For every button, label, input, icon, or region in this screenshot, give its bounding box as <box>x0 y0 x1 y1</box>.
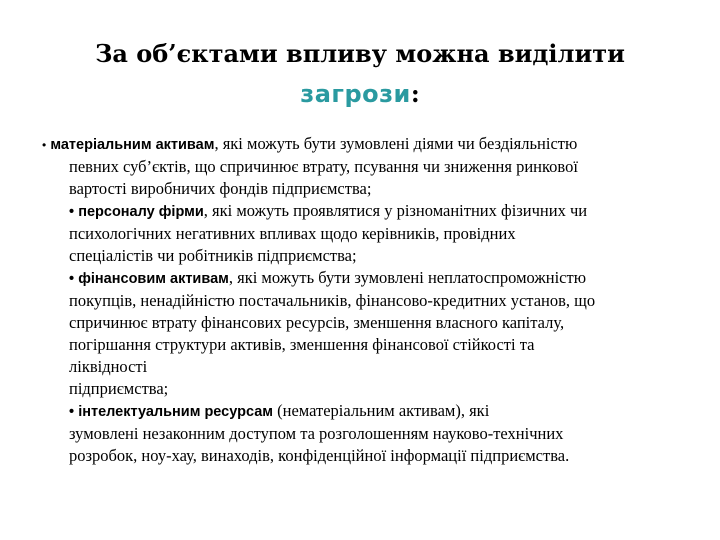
title-accent-word: загрози <box>300 80 411 108</box>
bullet-icon: • <box>42 138 47 152</box>
item-line: спеціалістів чи робітників підприємства; <box>69 246 357 265</box>
bullet-icon: • <box>69 271 75 287</box>
item-line: розробок, ноу-хау, винаходів, конфіденційної інформації підприємства. <box>69 446 570 465</box>
item-line: ліквідності <box>69 357 148 376</box>
list-item-first-line <box>42 267 692 290</box>
title-line-2 <box>0 74 720 114</box>
item-line: зумовлені незаконним доступом та розголошенням науково-технічних <box>69 424 564 443</box>
item-text: , які можуть бути зумовлені неплатоспроможністю <box>228 268 587 287</box>
title-line-1: За об’єктами впливу можна виділити <box>95 39 625 68</box>
list-item <box>42 400 692 467</box>
bullet-icon: • <box>69 404 75 420</box>
threats-list <box>42 133 692 467</box>
bullet-icon: • <box>69 204 75 220</box>
list-item <box>42 200 692 267</box>
item-term: інтелектуальним ресурсам <box>78 404 274 420</box>
item-line: погіршання структури активів, зменшення фінансової стійкості та <box>69 335 535 354</box>
slide-title <box>0 34 720 114</box>
item-line: спричинює втрату фінансових ресурсів, зменшення власного капіталу, <box>69 313 565 332</box>
item-line: певних суб’єктів, що спричинює втрату, псування чи зниження ринкової <box>69 157 578 176</box>
list-item-first-line <box>42 133 692 156</box>
item-term: фінансовим активам <box>78 271 229 287</box>
list-item <box>42 133 692 200</box>
item-text: , які можуть проявлятися у різноманітних фізичних чи <box>203 201 588 220</box>
list-item-first-line <box>42 200 692 223</box>
list-item-first-line <box>42 400 692 423</box>
item-line: покупців, ненадійністю постачальників, фінансово-кредитних установ, що <box>69 291 596 310</box>
list-item <box>42 267 692 400</box>
item-term: персоналу фірми <box>78 204 204 220</box>
item-line: психологічних негативних впливах щодо керівників, провідних <box>69 224 516 243</box>
item-term: матеріальним активам <box>50 137 215 153</box>
title-suffix: : <box>410 79 420 108</box>
item-line: вартості виробничих фондів підприємства; <box>69 179 372 198</box>
item-line: підприємства; <box>69 379 169 398</box>
item-text: (нематеріальним активам), які <box>273 401 490 420</box>
item-text: , які можуть бути зумовлені діями чи бездіяльністю <box>214 134 578 153</box>
